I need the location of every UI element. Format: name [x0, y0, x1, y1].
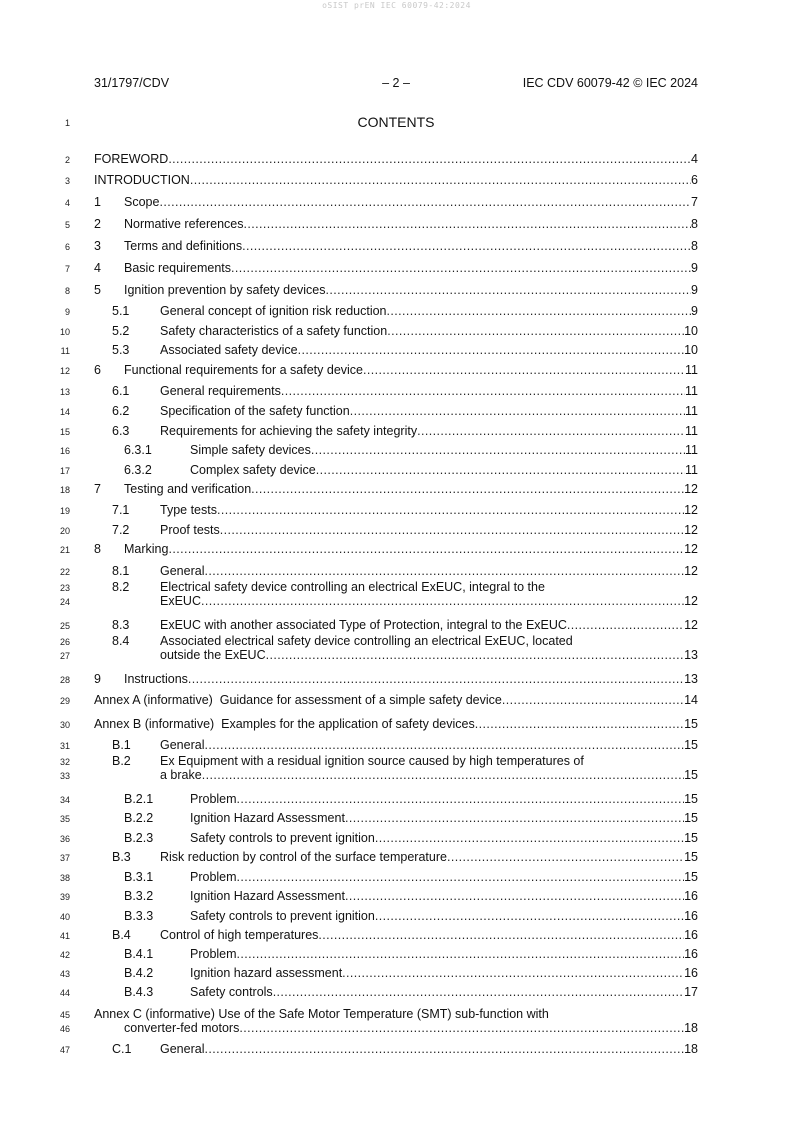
toc-entry-title: INTRODUCTION — [94, 173, 190, 187]
toc-page-number: 16 — [684, 928, 698, 942]
toc-page-number: 16 — [684, 909, 698, 923]
toc-entry-title-line[interactable]: Associated electrical safety device controlling an electrical ExEUC, located — [160, 634, 573, 648]
toc-entry-number: B.4.2 — [124, 966, 154, 980]
toc-entry[interactable] — [94, 362, 698, 378]
toc-entry-title: Control of high temperatures — [160, 928, 319, 942]
toc-entry-number: 9 — [94, 672, 101, 686]
dot-leader — [387, 323, 684, 339]
toc-entry-title-line[interactable]: Annex C (informative) Use of the Safe Motor Temperature (SMT) sub-function with — [94, 1007, 549, 1021]
toc-page-number: 15 — [684, 811, 698, 825]
toc-entry-number: 3 — [94, 239, 101, 253]
toc-page-number: 11 — [685, 363, 698, 377]
dot-leader — [316, 462, 685, 478]
toc-entry-number: 6.3.1 — [124, 443, 152, 457]
toc-page-number: 12 — [684, 503, 698, 517]
toc-page-number: 11 — [685, 404, 698, 418]
toc-entry-number: 6 — [94, 363, 101, 377]
dot-leader — [345, 888, 684, 904]
toc-page-number: 12 — [684, 523, 698, 537]
toc-entry[interactable] — [94, 342, 698, 358]
toc-entry[interactable] — [94, 830, 698, 846]
toc-entry-title: Testing and verification — [124, 482, 252, 496]
toc-entry[interactable] — [94, 522, 698, 538]
line-number: 42 — [59, 950, 70, 960]
toc-entry-number: 6.1 — [112, 384, 130, 398]
dot-leader — [417, 423, 685, 439]
toc-entry-title: Annex A (informative) Guidance for assessment of a simple safety device — [94, 693, 502, 707]
dot-leader — [237, 869, 685, 885]
toc-entry-title: a brake — [160, 768, 202, 782]
dot-leader — [204, 737, 684, 753]
line-number: 44 — [59, 988, 70, 998]
toc-entry-number: 6.3.2 — [124, 463, 152, 477]
toc-entry[interactable] — [94, 1041, 698, 1057]
dot-leader — [375, 908, 684, 924]
line-number: 17 — [59, 466, 70, 476]
toc-entry-number: 4 — [94, 261, 101, 275]
dot-leader — [342, 965, 684, 981]
toc-entry-title: Marking — [124, 542, 169, 556]
line-number: 20 — [59, 526, 70, 536]
line-number: 9 — [64, 307, 70, 317]
dot-leader — [190, 172, 691, 188]
line-number: 22 — [59, 567, 70, 577]
toc-entry[interactable] — [94, 1020, 698, 1036]
toc-entry-number: B.3 — [112, 850, 131, 864]
toc-entry-number: 6.3 — [112, 424, 130, 438]
line-number: 5 — [64, 220, 70, 230]
line-number: 4 — [64, 198, 70, 208]
toc-page-number: 15 — [684, 768, 698, 782]
dot-leader — [168, 151, 691, 167]
toc-entry-title: Safety controls to prevent ignition — [190, 831, 375, 845]
toc-entry-number: B.3.1 — [124, 870, 154, 884]
toc-entry-title: Problem — [190, 792, 237, 806]
standard-designation: IEC CDV 60079-42 © IEC 2024 — [522, 76, 698, 90]
toc-entry-title: Problem — [190, 870, 237, 884]
line-number: 36 — [59, 834, 70, 844]
document-reference: 31/1797/CDV — [94, 76, 170, 90]
toc-entry-number: 8.4 — [112, 634, 130, 648]
toc-page-number: 12 — [684, 594, 698, 608]
dot-leader — [266, 647, 684, 663]
toc-page-number: 8 — [691, 239, 698, 253]
dot-leader — [318, 927, 684, 943]
line-number: 1 — [64, 118, 70, 128]
toc-entry-number: B.2.2 — [124, 811, 154, 825]
toc-entry[interactable] — [94, 423, 698, 439]
toc-entry[interactable] — [94, 216, 698, 232]
line-number: 16 — [59, 446, 70, 456]
line-number: 41 — [59, 931, 70, 941]
toc-page-number: 15 — [684, 870, 698, 884]
toc-entry[interactable] — [94, 323, 698, 339]
line-number: 13 — [59, 387, 70, 397]
toc-entry[interactable] — [94, 984, 698, 1000]
line-number: 12 — [59, 366, 70, 376]
dot-leader — [567, 617, 684, 633]
line-number: 14 — [59, 407, 70, 417]
line-number: 25 — [59, 621, 70, 631]
toc-page-number: 15 — [684, 738, 698, 752]
toc-entry-title: Safety characteristics of a safety function — [160, 324, 388, 338]
line-number: 46 — [59, 1024, 70, 1034]
toc-entry-number: B.2.3 — [124, 831, 154, 845]
dot-leader — [231, 260, 691, 276]
toc-entry-number: 5.1 — [112, 304, 130, 318]
toc-entry[interactable] — [94, 303, 698, 319]
line-number: 2 — [64, 155, 70, 165]
dot-leader — [502, 692, 684, 708]
toc-page-number: 12 — [684, 542, 698, 556]
toc-entry-title: Functional requirements for a safety device — [124, 363, 364, 377]
toc-entry-number: B.3.2 — [124, 889, 154, 903]
line-number: 38 — [59, 873, 70, 883]
toc-entry-title: converter-fed motors — [124, 1021, 240, 1035]
toc-page-number: 15 — [684, 831, 698, 845]
toc-page-number: 16 — [684, 889, 698, 903]
toc-entry[interactable] — [94, 502, 698, 518]
dot-leader — [201, 593, 684, 609]
page-title: CONTENTS — [357, 114, 435, 130]
line-number: 37 — [59, 853, 70, 863]
toc-entry-number: 8.3 — [112, 618, 130, 632]
toc-entry-title: General — [160, 1042, 205, 1056]
dot-leader — [345, 810, 684, 826]
line-number: 3 — [64, 176, 70, 186]
toc-entry[interactable] — [94, 908, 698, 924]
toc-entry-title: Complex safety device — [190, 463, 316, 477]
toc-entry[interactable] — [94, 442, 698, 458]
dot-leader — [326, 282, 692, 298]
toc-entry-title: Ignition prevention by safety devices — [124, 283, 326, 297]
line-number: 7 — [64, 264, 70, 274]
toc-entry[interactable] — [94, 462, 698, 478]
toc-page-number: 9 — [691, 283, 698, 297]
toc-entry-number: 5.3 — [112, 343, 130, 357]
toc-entry-number: 1 — [94, 195, 101, 209]
toc-entry-number: 8 — [94, 542, 101, 556]
toc-entry-number: 2 — [94, 217, 101, 231]
toc-entry-number: 7 — [94, 482, 101, 496]
toc-entry-title-line[interactable]: Electrical safety device controlling an electrical ExEUC, integral to the — [160, 580, 545, 594]
toc-page-number: 13 — [684, 648, 698, 662]
toc-entry-title: Simple safety devices — [190, 443, 311, 457]
dot-leader — [298, 342, 685, 358]
dot-leader — [242, 238, 691, 254]
dot-leader — [244, 216, 692, 232]
line-number: 34 — [59, 795, 70, 805]
dot-leader — [273, 984, 684, 1000]
toc-entry[interactable] — [94, 737, 698, 753]
line-number: 33 — [59, 771, 70, 781]
toc-entry[interactable] — [94, 481, 698, 497]
document-watermark: oSIST prEN IEC 60079-42:2024 — [322, 1, 471, 10]
toc-entry[interactable] — [94, 282, 698, 298]
toc-page-number: 15 — [684, 850, 698, 864]
line-number: 23 — [59, 583, 70, 593]
dot-leader — [204, 563, 684, 579]
toc-page-number: 9 — [691, 304, 698, 318]
line-number: 15 — [59, 427, 70, 437]
dot-leader — [311, 442, 685, 458]
toc-page-number: 16 — [684, 966, 698, 980]
toc-entry[interactable] — [94, 767, 698, 783]
toc-entry-title: Ignition Hazard Assessment — [190, 889, 345, 903]
toc-entry[interactable] — [94, 716, 698, 732]
line-number: 40 — [59, 912, 70, 922]
toc-entry-title: Terms and definitions — [124, 239, 243, 253]
toc-page-number: 10 — [684, 324, 698, 338]
toc-entry-title: Proof tests — [160, 523, 220, 537]
toc-entry-number: B.1 — [112, 738, 131, 752]
toc-page-number: 11 — [685, 384, 698, 398]
toc-page-number: 15 — [684, 792, 698, 806]
toc-entry-title: Associated safety device — [160, 343, 298, 357]
toc-entry[interactable] — [94, 647, 698, 663]
dot-leader — [387, 303, 692, 319]
line-number: 35 — [59, 814, 70, 824]
toc-entry-title: Ignition Hazard Assessment — [190, 811, 345, 825]
page-header — [94, 76, 698, 92]
toc-entry[interactable] — [94, 260, 698, 276]
toc-page-number: 7 — [691, 195, 698, 209]
toc-entry[interactable] — [94, 541, 698, 557]
line-number: 47 — [59, 1045, 70, 1055]
toc-page-number: 6 — [691, 173, 698, 187]
line-number: 19 — [59, 506, 70, 516]
toc-page-number: 9 — [691, 261, 698, 275]
toc-entry-title: Type tests — [160, 503, 217, 517]
toc-page-number: 10 — [684, 343, 698, 357]
toc-entry-number: 7.2 — [112, 523, 130, 537]
toc-entry-number: B.2.1 — [124, 792, 154, 806]
toc-page-number: 12 — [684, 618, 698, 632]
line-number: 24 — [59, 597, 70, 607]
toc-entry-title: Safety controls to prevent ignition — [190, 909, 375, 923]
toc-entry-title: Specification of the safety function — [160, 404, 350, 418]
toc-page-number: 13 — [684, 672, 698, 686]
toc-entry[interactable] — [94, 965, 698, 981]
dot-leader — [202, 767, 684, 783]
dot-leader — [237, 791, 685, 807]
toc-entry-number: B.4 — [112, 928, 131, 942]
line-number: 30 — [59, 720, 70, 730]
dot-leader — [168, 541, 684, 557]
dot-leader — [204, 1041, 684, 1057]
line-number: 32 — [59, 757, 70, 767]
toc-entry[interactable] — [94, 194, 698, 210]
dot-leader — [239, 1020, 684, 1036]
line-number: 26 — [59, 637, 70, 647]
toc-page-number: 14 — [684, 693, 698, 707]
dot-leader — [363, 362, 685, 378]
toc-entry[interactable] — [94, 946, 698, 962]
line-number: 43 — [59, 969, 70, 979]
toc-page-number: 11 — [685, 443, 698, 457]
line-number: 45 — [59, 1010, 70, 1020]
toc-entry-title-line[interactable]: Ex Equipment with a residual ignition source caused by high temperatures of — [160, 754, 584, 768]
toc-entry-title: ExEUC with another associated Type of Protection, integral to the ExEUC — [160, 618, 567, 632]
toc-entry-title: Problem — [190, 947, 237, 961]
toc-entry[interactable] — [94, 593, 698, 609]
toc-page-number: 11 — [685, 463, 698, 477]
toc-entry[interactable] — [94, 383, 698, 399]
dot-leader — [375, 830, 684, 846]
toc-entry[interactable] — [94, 692, 698, 708]
toc-page-number: 18 — [684, 1042, 698, 1056]
dot-leader — [475, 716, 684, 732]
toc-entry-number: B.4.3 — [124, 985, 154, 999]
dot-leader — [220, 522, 684, 538]
dot-leader — [237, 946, 685, 962]
toc-entry[interactable] — [94, 869, 698, 885]
line-number: 10 — [59, 327, 70, 337]
toc-entry-title: ExEUC — [160, 594, 201, 608]
line-number: 27 — [59, 651, 70, 661]
toc-entry-title: Requirements for achieving the safety integrity — [160, 424, 418, 438]
dot-leader — [217, 502, 684, 518]
dot-leader — [159, 194, 691, 210]
toc-entry-number: 8.2 — [112, 580, 130, 594]
toc-page-number: 15 — [684, 717, 698, 731]
toc-entry-title: outside the ExEUC — [160, 648, 266, 662]
dot-leader — [350, 403, 685, 419]
toc-page-number: 18 — [684, 1021, 698, 1035]
toc-entry-title: General requirements — [160, 384, 281, 398]
toc-page-number: 12 — [684, 482, 698, 496]
dot-leader — [251, 481, 684, 497]
toc-entry-title: FOREWORD — [94, 152, 169, 166]
toc-entry[interactable] — [94, 172, 698, 188]
toc-entry-title: Ignition hazard assessment — [190, 966, 343, 980]
toc-entry[interactable] — [94, 238, 698, 254]
line-number: 8 — [64, 286, 70, 296]
page-number: – 2 – — [382, 76, 410, 90]
toc-entry-number: B.3.3 — [124, 909, 154, 923]
line-number: 6 — [64, 242, 70, 252]
line-number: 11 — [60, 346, 70, 356]
toc-entry[interactable] — [94, 151, 698, 167]
toc-page-number: 11 — [685, 424, 698, 438]
toc-entry-number: 6.2 — [112, 404, 130, 418]
toc-page-number: 8 — [691, 217, 698, 231]
toc-page-number: 4 — [691, 152, 698, 166]
toc-entry-number: 5.2 — [112, 324, 130, 338]
toc-page-number: 16 — [684, 947, 698, 961]
toc-page-number: 12 — [684, 564, 698, 578]
toc-entry[interactable] — [94, 849, 698, 865]
toc-entry[interactable] — [94, 927, 698, 943]
line-number: 39 — [59, 892, 70, 902]
dot-leader — [447, 849, 684, 865]
toc-entry-number: 7.1 — [112, 503, 130, 517]
toc-entry-title: General concept of ignition risk reduction — [160, 304, 387, 318]
toc-entry-number: B.2 — [112, 754, 131, 768]
line-number: 21 — [59, 545, 70, 555]
toc-entry[interactable] — [94, 791, 698, 807]
toc-entry[interactable] — [94, 403, 698, 419]
dot-leader — [281, 383, 685, 399]
toc-entry-title: Scope — [124, 195, 160, 209]
toc-entry[interactable] — [94, 888, 698, 904]
toc-entry-number: B.4.1 — [124, 947, 154, 961]
toc-entry-number: C.1 — [112, 1042, 132, 1056]
toc-entry-title: Risk reduction by control of the surface temperature — [160, 850, 447, 864]
toc-entry-title: Annex B (informative) Examples for the application of safety devices — [94, 717, 475, 731]
toc-entry[interactable] — [94, 671, 698, 687]
toc-entry-title: Normative references — [124, 217, 244, 231]
line-number: 18 — [59, 485, 70, 495]
line-number: 29 — [59, 696, 70, 706]
toc-entry-title: General — [160, 738, 205, 752]
toc-entry-title: Basic requirements — [124, 261, 231, 275]
toc-entry[interactable] — [94, 617, 698, 633]
line-number: 31 — [59, 741, 70, 751]
line-number: 28 — [59, 675, 70, 685]
toc-entry-title: General — [160, 564, 205, 578]
toc-entry[interactable] — [94, 563, 698, 579]
toc-entry-title: Instructions — [124, 672, 188, 686]
toc-entry-title: Safety controls — [190, 985, 273, 999]
toc-entry[interactable] — [94, 810, 698, 826]
toc-page-number: 17 — [684, 985, 698, 999]
toc-entry-number: 5 — [94, 283, 101, 297]
dot-leader — [188, 671, 684, 687]
toc-entry-number: 8.1 — [112, 564, 130, 578]
